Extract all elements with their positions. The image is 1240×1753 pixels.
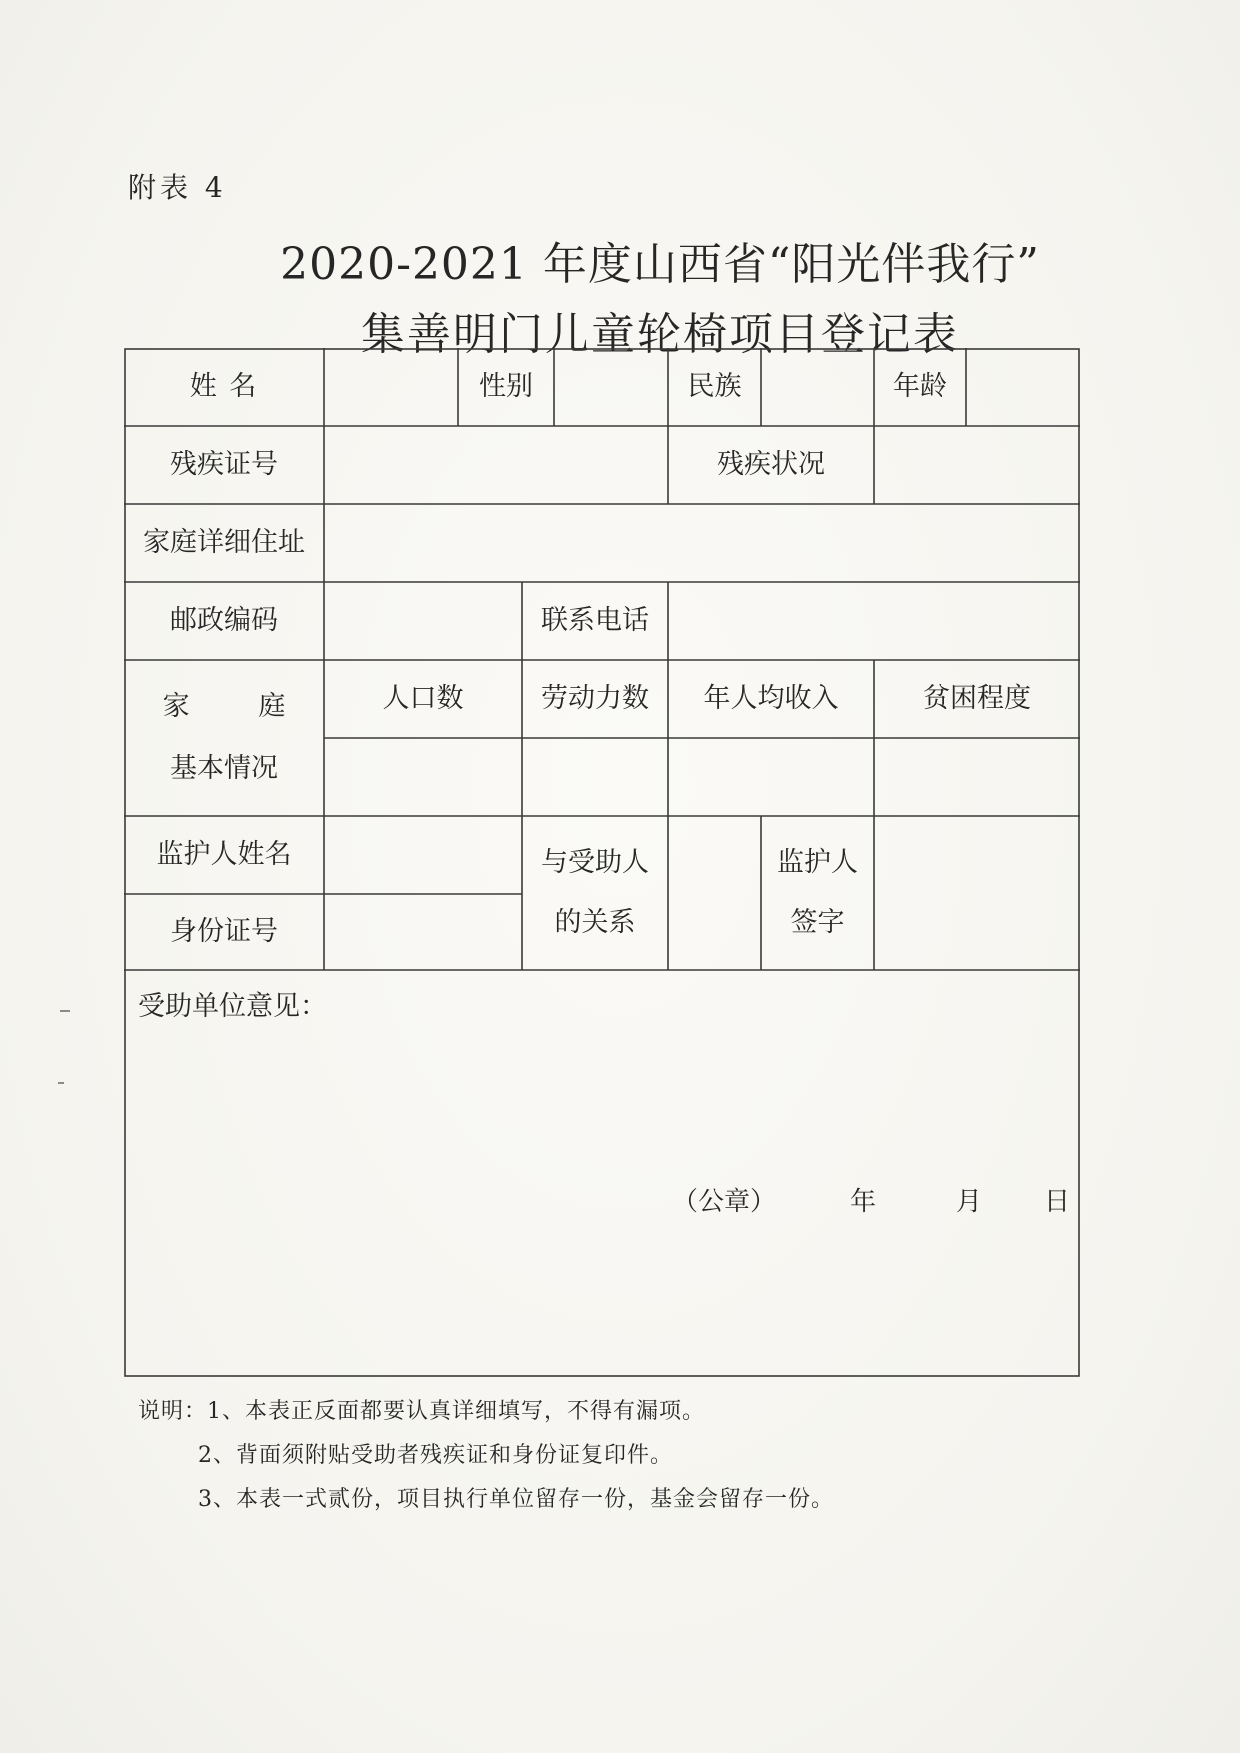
guardian-signature-label (761, 816, 874, 970)
age-label: 年龄 (893, 371, 947, 403)
disability-cert-field[interactable] (324, 426, 668, 504)
postal-code-field[interactable] (324, 582, 522, 660)
family-info-label (124, 660, 324, 816)
postal-code-label: 邮政编码 (170, 605, 278, 637)
guardian-signature-label-line2: 签字 (790, 907, 845, 938)
income-per-capita-label: 年人均收入 (703, 683, 839, 715)
seal-label: （公章） (672, 1187, 777, 1218)
day-label: 日 (1044, 1187, 1071, 1218)
relation-field[interactable] (668, 816, 761, 970)
income-per-capita-field[interactable] (668, 738, 874, 816)
notes (138, 1390, 834, 1522)
note-line-2: 2、背面须附贴受助者残疾证和身份证复印件。 (198, 1443, 673, 1468)
poverty-level-field[interactable] (874, 738, 1080, 816)
population-field[interactable] (324, 738, 522, 816)
disability-status-field[interactable] (874, 426, 1080, 504)
guardian-name-field[interactable] (324, 816, 522, 894)
month-label: 月 (956, 1187, 983, 1218)
guardian-signature-field[interactable] (874, 816, 1080, 970)
guardian-name-label: 监护人姓名 (156, 839, 292, 871)
labor-count-field[interactable] (522, 738, 668, 816)
home-address-field[interactable] (324, 504, 1080, 582)
name-label: 姓 名 (189, 371, 259, 403)
ethnicity-field[interactable] (761, 348, 874, 426)
title-line-2: 集善明门儿童轮椅项目登记表 (361, 309, 959, 360)
attachment-label: 附表 4 (128, 171, 227, 204)
title-line-1: 2020-2021 年度山西省“阳光伴我行” (280, 239, 1040, 290)
note-line-3: 3、本表一式贰份，项目执行单位留存一份，基金会留存一份。 (198, 1487, 834, 1512)
population-label: 人口数 (382, 683, 464, 715)
scan-mark (60, 1010, 70, 1012)
note-line-1: 说明：1、本表正反面都要认真详细填写，不得有漏项。 (138, 1399, 705, 1424)
labor-count-label: 劳动力数 (541, 683, 649, 715)
scan-mark (58, 1082, 64, 1084)
disability-cert-label: 残疾证号 (170, 449, 278, 481)
guardian-signature-label-line1: 监护人 (777, 847, 858, 878)
ethnicity-label: 民族 (687, 371, 742, 403)
family-info-label-line2: 基本情况 (170, 753, 278, 784)
gender-label: 性别 (479, 371, 533, 403)
relation-label-line1: 与受助人 (541, 847, 649, 878)
name-field[interactable] (324, 348, 458, 426)
disability-status-label: 残疾状况 (717, 449, 825, 481)
age-field[interactable] (966, 348, 1080, 426)
registration-form (124, 348, 1080, 1377)
family-info-label-line1: 家 庭 (162, 691, 286, 722)
year-label: 年 (850, 1187, 877, 1218)
relation-label (522, 816, 668, 970)
id-number-label: 身份证号 (170, 916, 278, 948)
home-address-label: 家庭详细住址 (143, 527, 305, 559)
relation-label-line2: 的关系 (554, 907, 636, 938)
phone-field[interactable] (668, 582, 1080, 660)
unit-opinion-label: 受助单位意见： (138, 991, 327, 1023)
unit-opinion-field[interactable] (124, 1032, 1080, 1372)
phone-label: 联系电话 (541, 605, 649, 637)
gender-field[interactable] (554, 348, 668, 426)
poverty-level-label: 贫困程度 (923, 683, 1031, 715)
id-number-field[interactable] (324, 894, 522, 970)
